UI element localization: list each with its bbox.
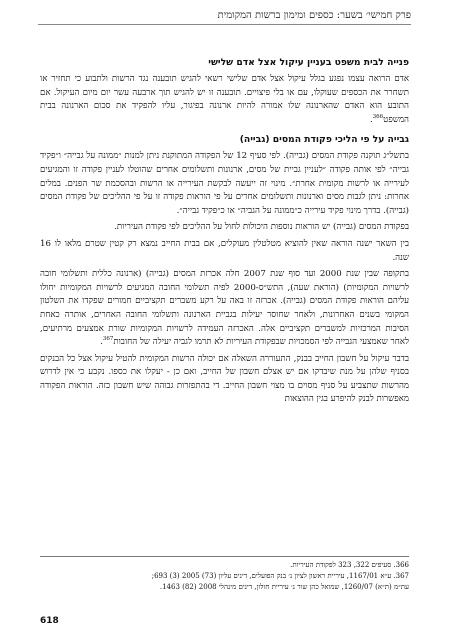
footnote-ref[interactable]: 366 [372, 113, 384, 120]
section-heading-tax-ordinance-collection: גבייה על פי הליכי פקודת המסים (גבייה) [239, 134, 409, 146]
section-heading-third-party-attachment: פנייה לבית משפט בעניין עיקול אצל אדם שלישי [208, 57, 409, 68]
paragraph: אדם הרואה עצמו נפגע בגלל עיקול אצל אדם שלישי רשאי להגיש תובענה נגד הרשות ולתבוע כי תחזיר או תשחרר את הכספים שעוקלו, עם או בלי פיצויים. תובענה זו יש להגיש תוך ארבעה עשר יום מיום העיקול. אם התובע הוא האדם שהארנונה שלו אמורה להיות ארנונה בפיגור, עליו להפקיד את סכום הארנונה בבית המשפט$^{366}$. [40, 74, 409, 125]
page-number: 618 [40, 616, 59, 626]
paragraph: בדבר עיקול על חשבון החייב בבנק, התעוררה השאלה אם יכולה הרשות המקומית להטיל עיקול אצל כל הבנקים בסניף שלהן על מנת שיבדקו אם יש אצלם חשבון של החייב, ואם כן - יעקלו את כספו. נקבע כי אין לדרוש מהרשות שתצביע על סניף מסוים בו מצוי חשבון החייב. די בהתפזרות גבוהה שיש חשבון כזה. הוראות הפקודה מאפשרות לבנק להיפרע בגין ההוצאות [40, 353, 409, 405]
paragraph: בין השאר ישנה הוראה שאין להוציא מטלטלין מעוקלים, אם בבית החייב נמצא רק קטין שטרם מלאו לו 16 שנה. [40, 238, 409, 263]
footnote: 367. ע״א 1167/01, עיריית ראשון לציון נ׳ בנק הפועלים, דינים עליון (73) 2005 (3) 693; [151, 572, 409, 580]
footnotes [40, 556, 409, 593]
footnote: עת״מ (ת״א) 1260/07, שמואל כהן שור נ׳ עיריית חולון, דינים מינהלי 2008 (82) 1463. [159, 583, 409, 591]
main-text [40, 56, 409, 410]
footnote-ref[interactable]: 367 [102, 336, 114, 343]
footnote: 366. סעיפים 322, 323 לפקודת העיריות. [290, 561, 409, 569]
paragraph: בתשל״ג תוקנה פקודת המסים (גבייה). לפי סעיף 12 של הפקודה המתוקנת ניתן למנות ״ממונה על גבייה״ ו״פקיד גבייה״ לפי אותה פקודה ״לעניין גביית של מסים, ארנונות ותשלומים אחרים שהוטלו לעניין פקודה זו והמגיעים לעירייה או לרשות מקומית אחרת״. מינוי זה ייעשה לבקשת העירייה או הרשות ובהסכמת שר הפנים. במלים אחרות: ניתן לגבות מסים וארנונות ותשלומים אחרים על פי הוראות פקודה זו על פי ההליכים של פקודת המסים (גבייה). בדרך מינוי פקיד עירייה כ״ממונה על הגביה״ או כ״פקיד גבייה״. [40, 151, 409, 216]
running-header: פרק חמישי׳ בשער: כספים ומימון ברשות המקומית [38, 10, 411, 25]
paragraph: בפקודת המסים (גבייה) יש הוראות נוספות היכולות לחול על ההליכים לפי פקודת העיריות. [114, 222, 409, 233]
paragraph: בתקופה שבין שנת 2000 ועד סוף שנת 2007 חלה אכרזת המסים (גבייה) (ארנונה כללית ותשלומי חובה לרשויות המקומיות) (הוראת שעה), התש״ס-2000 לפיה תשלומי החובה המגיעים לרשויות המקומיות יחולו עליהם הוראות פקודת המסים (גבייה). אכרזה זו באה על רקע משברים תקציביים חמורים שפקדו את השלטון המקומי בשנים האחרונות, ולאחר שחוסר יעילות בגביית הארנונה ותשלומי החובה האחרים, אותרה כאחת הסיבות המרכזיות למשברים תקציביים אלה. האכרזה העמידה לרשויות המקומיות שורת אמצעים מרתיעים, לאחר שאמצעי הגבייה לפי הסמכויות שבפקודת העיריות לא תרמו לגביה יעילה של החובות$^{367}$. [40, 269, 409, 348]
